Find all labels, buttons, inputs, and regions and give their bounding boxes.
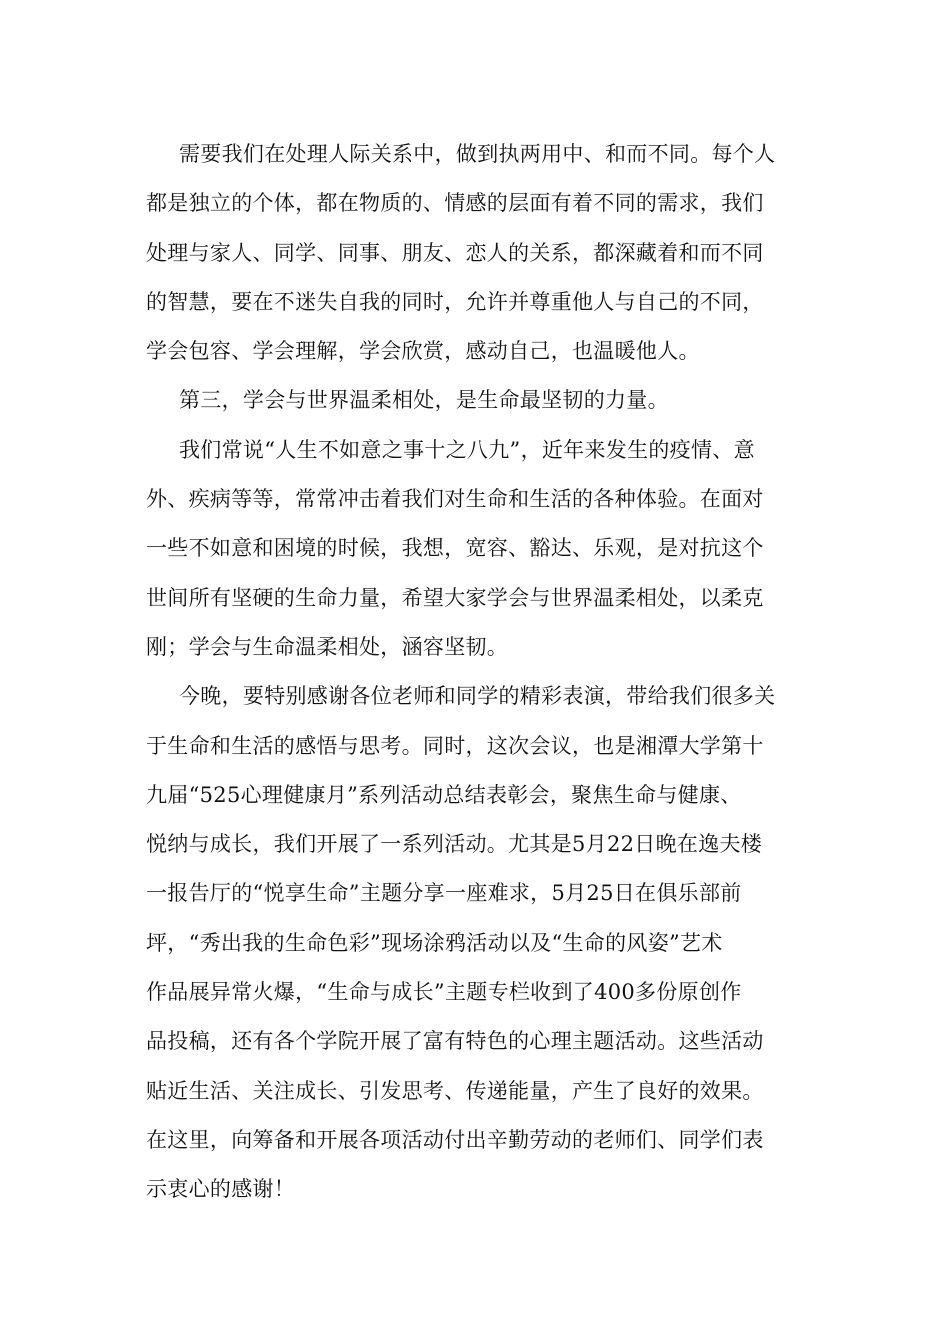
text-line: 作品展异常火爆，“生命与成长”主题专栏收到了400多份原创作	[146, 980, 742, 1005]
text-line: 刚；学会与生命温柔相处，涵容坚韧。	[146, 634, 509, 659]
text-line: 贴近生活、关注成长、引发思考、传递能量，产生了良好的效果。	[146, 1078, 764, 1103]
text-line: 都是独立的个体，都在物质的、情感的层面有着不同的需求，我们	[146, 191, 764, 216]
text-line: 一些不如意和困境的时候，我想，宽容、豁达、乐观，是对抗这个	[146, 536, 764, 561]
text-line: 第三，学会与世界温柔相处，是生命最坚韧的力量。	[179, 388, 669, 413]
text-line: 世间所有坚硬的生命力量，希望大家学会与世界温柔相处，以柔克	[146, 585, 764, 610]
text-line: 外、疾病等等，常常冲击着我们对生命和生活的各种体验。在面对	[146, 487, 764, 512]
text-line: 坪，“秀出我的生命色彩”现场涂鸦活动以及“生命的风姿”艺术	[146, 930, 723, 955]
text-line: 于生命和生活的感悟与思考。同时，这次会议，也是湘潭大学第十	[146, 733, 764, 758]
text-line: 处理与家人、同学、同事、朋友、恋人的关系，都深藏着和而不同	[146, 240, 764, 265]
text-line: 悦纳与成长，我们开展了一系列活动。尤其是5月22日晚在逸夫楼	[146, 832, 763, 857]
text-line: 学会包容、学会理解，学会欣赏，感动自己，也温暖他人。	[146, 339, 700, 364]
body-text	[146, 130, 806, 1215]
text-line: 九届“525心理健康月”系列活动总结表彰会，聚焦生命与健康、	[146, 782, 742, 807]
text-line: 在这里，向筹备和开展各项活动付出辛勤劳动的老师们、同学们表	[146, 1127, 764, 1152]
text-line: 的智慧，要在不迷失自我的同时，允许并尊重他人与自己的不同，	[146, 289, 764, 314]
text-line: 我们常说“人生不如意之事十之八九”，近年来发生的疫情、意	[179, 437, 755, 462]
text-line: 需要我们在处理人际关系中，做到执两用中、和而不同。每个人	[179, 142, 776, 166]
text-line: 今晚，要特别感谢各位老师和同学的精彩表演，带给我们很多关	[179, 684, 776, 709]
text-line: 示衷心的感谢！	[146, 1177, 296, 1202]
text-line: 一报告厅的“悦享生命”主题分享一座难求，5月25日在俱乐部前	[146, 881, 742, 906]
text-line: 品投稿，还有各个学院开展了富有特色的心理主题活动。这些活动	[146, 1029, 764, 1054]
